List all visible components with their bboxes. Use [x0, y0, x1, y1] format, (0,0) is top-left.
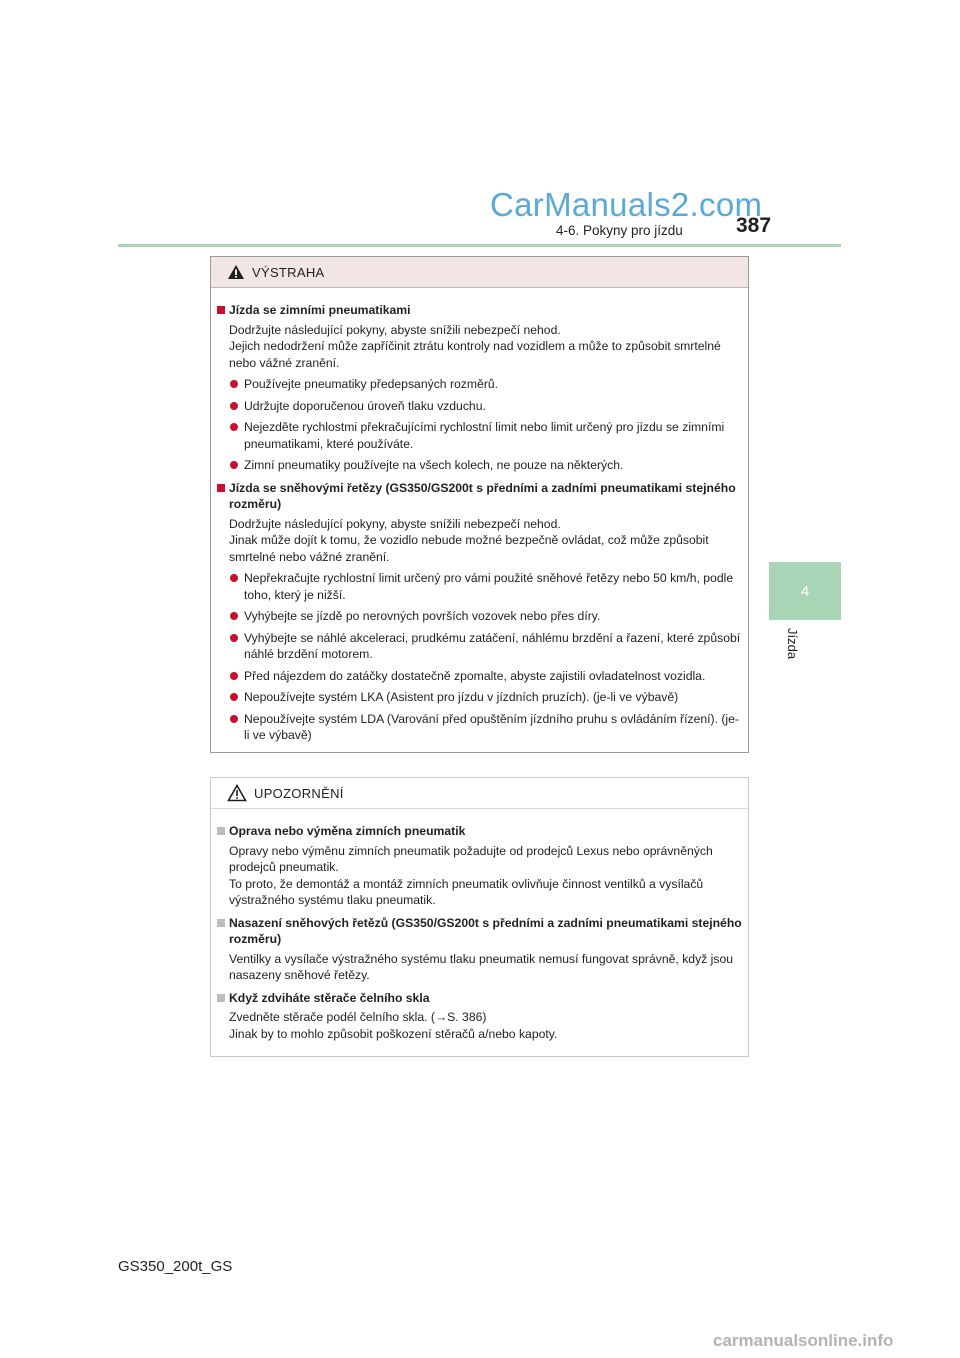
- header-divider: [118, 244, 841, 247]
- list-item-text: Udržujte doporučenou úroveň tlaku vzduchu.: [244, 398, 486, 413]
- list-item-text: Používejte pneumatiky předepsaných rozměrů.: [244, 377, 499, 391]
- watermark-logo: CarManuals2.com: [490, 186, 763, 223]
- list-item: [217, 711, 742, 744]
- section-title: [217, 915, 742, 948]
- section-title-text: Nasazení sněhových řetězů (GS350/GS200t s předními a zadními pneumatikami stejného rozměru): [229, 915, 742, 946]
- bullet-dot-icon: [230, 423, 238, 431]
- section-paragraph: [217, 843, 742, 909]
- gray-square-marker-icon: [217, 827, 225, 835]
- section-title: [217, 302, 742, 319]
- list-item-text: Nepřekračujte rychlostní limit určený pro vámi použité sněhové řetězy nebo 50 km/h, podle toho, který je nižší.: [244, 571, 734, 602]
- list-item: [217, 668, 742, 685]
- paragraph-line: Dodržujte následující pokyny, abyste snížili nebezpečí nehod.: [229, 322, 561, 337]
- chapter-number: 4: [800, 582, 810, 600]
- paragraph-line: Zvedněte stěrače podél čelního skla. (→S. 386): [229, 1010, 487, 1024]
- caution-box: [210, 777, 749, 1057]
- bullet-dot-icon: [230, 461, 238, 469]
- bullet-dot-icon: [230, 715, 238, 723]
- list-item: [217, 630, 742, 663]
- gray-square-marker-icon: [217, 994, 225, 1002]
- paragraph-line: Jinak může dojít k tomu, že vozidlo nebude možné bezpečně ovládat, což může způsobit smrtelné nebo vážné zranění.: [229, 533, 709, 564]
- bullet-dot-icon: [230, 693, 238, 701]
- warning-header: [211, 257, 748, 288]
- warning-section-winter-tires: [217, 302, 742, 474]
- chapter-label: Jízda: [785, 628, 800, 660]
- bullet-dot-icon: [230, 380, 238, 388]
- section-paragraph: [217, 322, 742, 372]
- warning-body: [211, 288, 748, 744]
- list-item: [217, 419, 742, 452]
- list-item: [217, 608, 742, 625]
- footer-model-code: GS350_200t_GS: [118, 1258, 233, 1275]
- paragraph-line: Ventilky a vysílače výstražného systému tlaku pneumatik nemusí fungovat správně, když jsou nasazeny sněhové řetězy.: [229, 951, 733, 982]
- caution-section-tire-repair: [217, 823, 742, 909]
- bullet-dot-icon: [230, 402, 238, 410]
- bullet-list: [217, 376, 742, 474]
- paragraph-line: Opravy nebo výměnu zimních pneumatik požadujte od prodejců Lexus nebo oprávněných prodejců pneumatik.: [229, 843, 713, 874]
- list-item-text: Vyhýbejte se jízdě po nerovných površích vozovek nebo přes díry.: [244, 609, 601, 623]
- list-item: [217, 689, 742, 706]
- list-item-text: Vyhýbejte se náhlé akceleraci, prudkému zatáčení, náhlému brzdění a řazení, které způsobí náhlé brzdění motorem.: [244, 630, 741, 661]
- list-item-text: Nepoužívejte systém LKA (Asistent pro jízdu v jízdních pruzích). (je-li ve výbavě): [244, 690, 679, 704]
- caution-title: UPOZORNĚNÍ: [254, 785, 344, 801]
- caution-section-snow-chains: [217, 915, 742, 984]
- warning-section-snow-chains: [217, 480, 742, 744]
- warning-title: VÝSTRAHA: [252, 264, 325, 280]
- list-item-text: Nejezděte rychlostmi překračujícími rychlostní limit nebo limit určený pro jízdu se zimními pneumatikami, které používáte.: [244, 420, 725, 451]
- bullet-dot-icon: [230, 574, 238, 582]
- paragraph-line: Jinak by to mohlo způsobit poškození stěračů a/nebo kapoty.: [229, 1026, 558, 1041]
- paragraph-line: Jejich nedodržení může zapříčinit ztrátu kontroly nad vozidlem a může to způsobit smrtelné nebo vážné zranění.: [229, 339, 721, 370]
- section-title: [217, 990, 742, 1007]
- paragraph-line: To proto, že demontáž a montáž zimních pneumatik ovlivňuje činnost ventilků a vysílačů výstražného systému tlaku pneumatik.: [229, 876, 704, 907]
- section-title: [217, 823, 742, 840]
- list-item-text: Nepoužívejte systém LDA (Varování před opuštěním jízdního pruhu s ovládáním řízení). (je-li ve výbavě): [244, 711, 739, 742]
- section-title-text: Jízda se zimními pneumatikami: [229, 303, 411, 317]
- section-paragraph: [217, 951, 742, 984]
- warning-triangle-icon: [227, 264, 245, 280]
- caution-triangle-icon: [227, 784, 247, 802]
- red-square-marker-icon: [217, 306, 225, 314]
- bullet-dot-icon: [230, 672, 238, 680]
- caution-section-wipers: [217, 990, 742, 1043]
- section-title: [217, 480, 742, 513]
- list-item: [217, 376, 742, 393]
- bullet-dot-icon: [230, 634, 238, 642]
- section-title-text: Oprava nebo výměna zimních pneumatik: [229, 824, 466, 838]
- caution-body: [211, 809, 748, 1042]
- section-paragraph: [217, 516, 742, 566]
- list-item-text: Před nájezdem do zatáčky dostatečně zpomalte, abyste zajistili ovladatelnost vozidla.: [244, 668, 706, 683]
- list-item-text: Zimní pneumatiky používejte na všech kolech, ne pouze na některých.: [244, 458, 624, 472]
- section-title-text: Když zdviháte stěrače čelního skla: [229, 990, 430, 1005]
- warning-box: [210, 256, 749, 753]
- header-section-title: 4-6. Pokyny pro jízdu: [556, 223, 683, 238]
- bullet-dot-icon: [230, 612, 238, 620]
- paragraph-line: Dodržujte následující pokyny, abyste snížili nebezpečí nehod.: [229, 516, 561, 531]
- caution-header: [211, 778, 748, 809]
- list-item: [217, 570, 742, 603]
- gray-square-marker-icon: [217, 919, 225, 927]
- section-paragraph: [217, 1009, 742, 1042]
- section-title-text: Jízda se sněhovými řetězy (GS350/GS200t s předními a zadními pneumatikami stejného rozměru): [229, 480, 736, 511]
- list-item: [217, 457, 742, 474]
- list-item: [217, 398, 742, 415]
- watermark-footer: carmanualsonline.info: [713, 1331, 894, 1350]
- bullet-list: [217, 570, 742, 744]
- chapter-tab: [769, 562, 841, 620]
- red-square-marker-icon: [217, 484, 225, 492]
- page-number: 387: [736, 214, 772, 237]
